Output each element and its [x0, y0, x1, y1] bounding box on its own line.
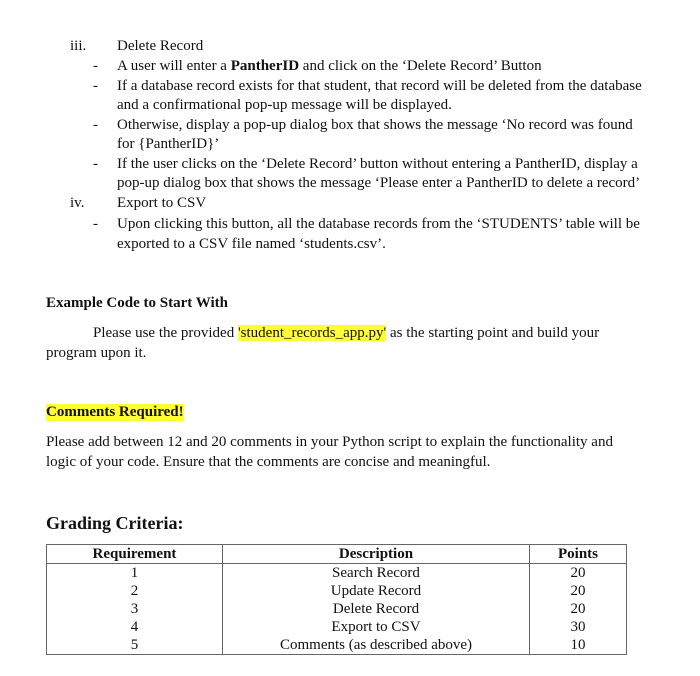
table-row: [47, 618, 627, 636]
bullet-text-no-id-l1: If the user clicks on the ‘Delete Record’ button without entering a PantherID, display a: [117, 156, 638, 172]
bullet-text-enter-pantherid: A user will enter a PantherID and click on the ‘Delete Record’ Button: [117, 58, 542, 74]
cell-description: Delete Record: [223, 600, 530, 618]
header-requirement: Requirement: [47, 545, 223, 564]
example-paragraph-l1: Please use the provided 'student_records_app.py' as the starting point and build your: [93, 325, 600, 341]
header-points: Points: [530, 545, 627, 564]
bullet-text-no-id-l2: pop-up dialog box that shows the message ‘Please enter a PantherID to delete a record’: [117, 175, 641, 191]
cell-description: Comments (as described above): [223, 636, 530, 655]
bullet-dash: -: [93, 117, 98, 133]
cell-points: 20: [530, 582, 627, 600]
table-row: [47, 600, 627, 618]
item-title-delete-record: Delete Record: [117, 38, 204, 54]
example-paragraph-l2: program upon it.: [46, 345, 147, 361]
list-numeral-iii: iii.: [70, 38, 87, 54]
table-row: [47, 582, 627, 600]
item-title-export-csv: Export to CSV: [117, 195, 207, 211]
bullet-text-record-exists-l2: and a confirmational pop-up message will be displayed.: [117, 97, 452, 113]
cell-requirement: 2: [47, 582, 223, 600]
cell-description: Export to CSV: [223, 618, 530, 636]
list-numeral-iv: iv.: [70, 195, 85, 211]
cell-points: 20: [530, 600, 627, 618]
bold-pantherid: PantherID: [230, 58, 300, 74]
bullet-dash: -: [93, 58, 98, 74]
section-heading-example-code: Example Code to Start With: [46, 295, 228, 311]
table-header-row: [47, 545, 627, 564]
comments-paragraph-l2: logic of your code. Ensure that the comments are concise and meaningful.: [46, 454, 491, 470]
bullet-text-record-exists-l1: If a database record exists for that student, that record will be deleted from the database: [117, 78, 642, 94]
grading-table: [46, 544, 627, 655]
bullet-text-export-l2: exported to a CSV file named ‘students.csv’.: [117, 236, 386, 252]
bullet-text-no-record-l2: for {PantherID}’: [117, 136, 220, 152]
comments-paragraph-l1: Please add between 12 and 20 comments in your Python script to explain the functionality and: [46, 434, 613, 450]
table-row: [47, 636, 627, 655]
cell-requirement: 4: [47, 618, 223, 636]
bullet-dash: -: [93, 216, 98, 232]
highlighted-filename: 'student_records_app.py': [237, 325, 387, 341]
cell-points: 20: [530, 564, 627, 583]
cell-points: 30: [530, 618, 627, 636]
header-description: Description: [223, 545, 530, 564]
bullet-dash: -: [93, 156, 98, 172]
cell-requirement: 5: [47, 636, 223, 655]
cell-requirement: 1: [47, 564, 223, 583]
table-row: [47, 564, 627, 583]
cell-description: Update Record: [223, 582, 530, 600]
bullet-dash: -: [93, 78, 98, 94]
cell-points: 10: [530, 636, 627, 655]
bullet-text-export-l1: Upon clicking this button, all the database records from the ‘STUDENTS’ table will be: [117, 216, 640, 232]
cell-description: Search Record: [223, 564, 530, 583]
grading-criteria-title: Grading Criteria:: [46, 513, 184, 533]
section-heading-comments-required: Comments Required!: [46, 404, 184, 420]
bullet-text-no-record-l1: Otherwise, display a pop-up dialog box that shows the message ‘No record was found: [117, 117, 633, 133]
cell-requirement: 3: [47, 600, 223, 618]
